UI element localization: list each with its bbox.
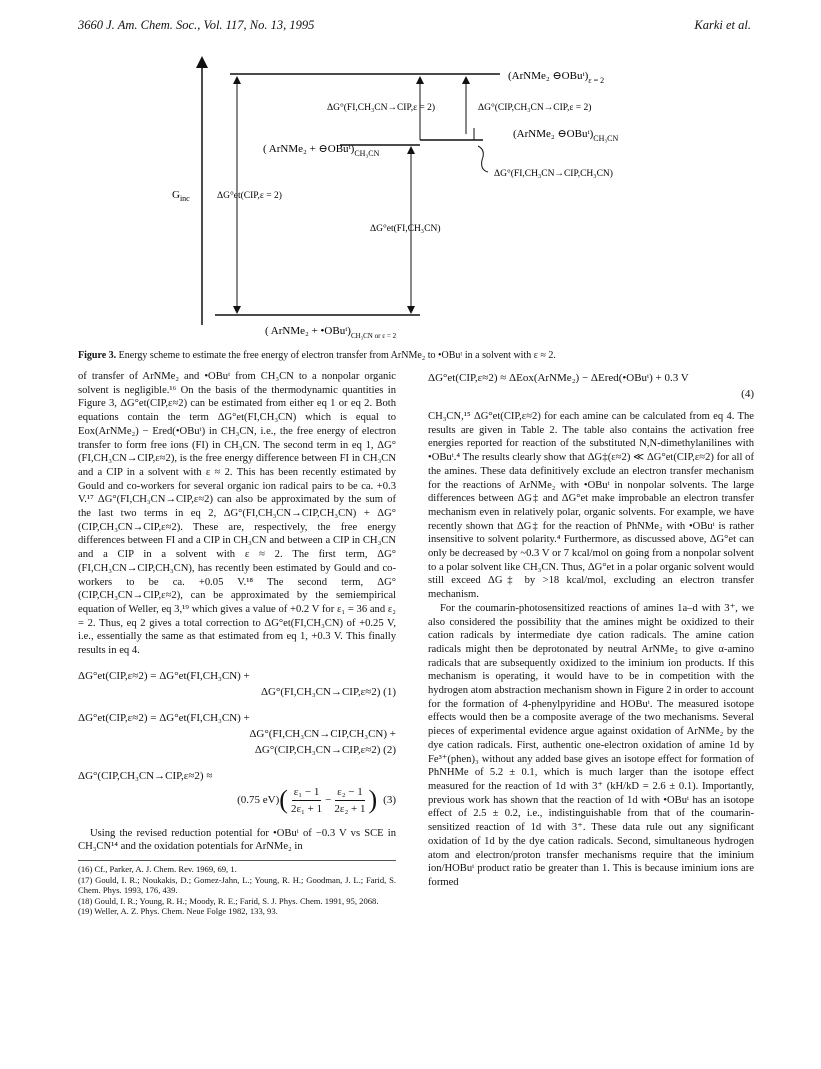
eq2-line-a: ΔG°et(CIP,ε≈2) = ΔG°et(FI,CH₃CN) + xyxy=(78,711,250,724)
left-paragraph-2: Using the revised reduction potential for •OBuᵗ of −0.3 V vs SCE in CH₃CN¹⁴ and the oxidation potentials for ArNMe₂ in xyxy=(78,827,396,853)
eq2-line-c: ΔG°(CIP,CH₃CN→CIP,ε≈2) (2) xyxy=(254,743,396,756)
eq3-number: (3) xyxy=(383,794,396,807)
eq3-coefficient: (0.75 eV) xyxy=(237,794,280,807)
caption-label: Figure 3. xyxy=(78,350,117,361)
arrow-cip-cip-head xyxy=(462,76,470,84)
right-paragraph-2: For the coumarin-photosensitized reactions of amines 1a–d with 3⁺, we also considered the possibility that the amines might be oxidized to their cation radicals by intermediate dye cation radicals. The amine cation radicals might then be deprotonated by neutral ArNMe₂ to give α-amino radicals that are subsequently oxidized to the iminium ion products. If this mechanism is operating, it would have to be in competition with the hydrogen atom abstraction mechanism shown in Figure 2 in order to account for the formation of 4-phenylpyridine and HOBuᵗ. The measured isotope effects would then be a composite average of the two mechanisms. Several pieces of experimental evidence argue against oxidation of ArNMe₂ by the dye cation radicals. First, authentic one-electron oxidation of amine 1d by Fe³⁺(phen)₃ without any added base gives an isotope effect for formation of PhNHMe of 5.2 ± 0.1, which is much larger than the isotope effect measured for the reaction of 1d with 3⁺ (kH/kD = 2.6 ± 0.1). Importantly, previous work has shown that the reaction of 1d with •OBuᵗ has an isotope effect of 2.5 ± 0.2, i.e., indistinguishable from that of the coumarin-sensitized reaction of 1d with 3⁺. These data rule out any significant oxidation of 1d by the dye cation radicals. Second, simultaneous hydrogen atom and electron/proton transfer mechanisms require that the iminium ion/HOBuᵗ product ratio be greater than 1. This is because iminium ions are formed xyxy=(428,602,754,888)
level-bottom-label: ( ArNMe₂ + $•OBuᵗ)_{CH_3CN or \varepsilon = 2}$ xyxy=(265,325,397,340)
reference-16: (16) Cf., Parker, A. J. Chem. Rev. 1969, 69, 1. xyxy=(78,864,237,875)
reference-17: (17) Gould, I. R.; Noukakis, D.; Gomez-Jahn, L.; Young, R. H.; Goodman, J. L.; Farid, S. Chem. Phys. 1993, 176, 439. xyxy=(78,874,396,896)
equation-1 xyxy=(78,668,396,700)
arrow-fi-cip-eps-head xyxy=(416,76,424,84)
eq4-body: ΔG°et(CIP,ε≈2) ≈ ΔEox(ArNMe₂) − ΔEred(•OBuᵗ) + 0.3 V xyxy=(428,372,689,384)
eq3-minus: − xyxy=(325,794,332,807)
figure-caption xyxy=(78,350,758,362)
left-paragraph-1: of transfer of ArNMe₂ and •OBuᵗ from CH₃CN to a nonpolar organic solvent is negligible.¹⁶ On the basis of the thermodynamic quantities in Figure 3, ΔG°et(CIP,ε≈2) can be estimated from either eq 1 or eq 2. Both equations contain the term ΔG°et(FI,CH₃CN) which is equal to Eox(ArNMe₂) − Ered(•OBuᵗ) in CH₃CN, i.e., the free energy of electron transfer to form free ions (FI) in CH₃CN. The second term in eq 1, ΔG°(FI,CH₃CN→CIP,ε≈2), is the free energy difference between FI in CH₃CN and a CIP in a solvent with ε ≈ 2. This has been recently estimated by Gould and co-workers for several organic ion radical pairs to be ca. +0.3 V.¹⁷ ΔG°(FI,CH₃CN→CIP,ε≈2) can also be approximated by the sum of the last two terms in eq 2, ΔG°(FI,CH₃CN→CIP,CH₃CN) + ΔG°(CIP,CH₃CN→CIP,ε≈2). These are, respectively, the free energy differences between FI and a CIP in CH₃CN and between a CIP in CH₃CN and a CIP in a solvent with ε ≈ 2. The first term, ΔG°(FI,CH₃CN→CIP,CH₃CN), has recently been estimated by Gould and co-workers to be ca. +0.05 V.¹⁸ The second term, ΔG°(CIP,CH₃CN→CIP,ε≈2), can be approximated by the semiempirical equation of Weller, eq 3,¹⁹ which gives a value of +0.2 V for ε₁ = 36 and ε₂ = 2. Thus, eq 2 gives a total correction to ΔG°et(FI,CH₃CN) of +0.25 V, i.e., essentially the same as that estimated from eq 1, +0.3 V. This finally results in eq 4. xyxy=(78,371,396,657)
left-column xyxy=(78,370,396,917)
eq4-number: (4) xyxy=(741,388,754,400)
arrow-fi-cip-ch3cn-label: ΔG°(FI,CH₃CN→CIP,CH₃CN) xyxy=(494,169,613,179)
right-paragraph-1: CH₃CN,¹⁵ ΔG°et(CIP,ε≈2) for each amine can be calculated from eq 4. The results are given in Table 2. The table also contains the activation free energies reported for reaction of the substituted N,N-dimethylanilines with •OBuᵗ.⁴ The results clearly show that ΔG‡(ε≈2) ≪ ΔG°et(CIP,ε≈2) for all of the amines. These data definitively exclude an electron transfer mechanism for the reactions of ArNMe₂ with •OBuᵗ in nonpolar solvents. The large differences between ΔG‡ and ΔG°et make improbable an electron transfer mechanism even in relatively polar, organic solvents. For example, we have recently shown that ΔG‡ for the reaction of PhNMe₂ with •OBuᵗ is rather insensitive to solvent polarity.⁴ Furthermore, as discussed above, ΔG°et can only be decreased by ~0.3 V or 7 kcal/mol on going from a nonpolar solvent to a polar solvent like CH₃CN. Thus, ΔG°et in a polar organic solvent would still exceed ΔG‡ by >18 kcal/mol, excluding an electron transfer mechanism. xyxy=(428,411,754,601)
energy-scheme-figure xyxy=(0,0,821,350)
running-header-right: Karki et al. xyxy=(694,18,751,32)
reference-18: (18) Gould, I. R.; Young, R. H.; Moody, R. E.; Farid, S. J. Phys. Chem. 1991, 95, 2068. xyxy=(78,895,379,906)
arrow-et-cip-label: ΔG°et(CIP,ε = 2) xyxy=(217,191,282,201)
arrow-fi-cip-eps-label: ΔG°(FI,CH₃CN→CIP,ε = 2) xyxy=(327,103,436,113)
equation-2 xyxy=(78,710,396,758)
bracket-fi-cip xyxy=(478,146,488,172)
level-fi-label: ( ArNMe₂ + $⊖OBuᵗ)_{CH_3CN}$ xyxy=(263,143,380,158)
eq1-line-a: ΔG°et(CIP,ε≈2) = ΔG°et(FI,CH₃CN) + xyxy=(78,669,250,682)
reference-19: (19) Weller, A. Z. Phys. Chem. Neue Folge 1982, 133, 93. xyxy=(78,906,278,917)
right-column xyxy=(428,370,754,890)
equation-4 xyxy=(428,370,754,402)
arrow-et-fi-label: ΔG°et(FI,CH₃CN) xyxy=(370,224,441,234)
eq1-line-b: ΔG°(FI,CH₃CN→CIP,ε≈2) (1) xyxy=(260,685,396,698)
g-axis-label: $G_{inc}$ xyxy=(172,189,190,203)
eq3-fraction-2: $\frac{\text{ε₂ − 1}}{\text{2ε₂ + 1}}$ xyxy=(334,785,366,815)
references xyxy=(78,860,396,917)
caption-text: Energy scheme to estimate the free energy of electron transfer from ArNMe₂ to •OBuᵗ in a solvent with ε ≈ 2. xyxy=(116,350,556,361)
equation-3: ΔG°(CIP,CH₃CN→CIP,ε≈2) ≈ (0.75 eV) ( ε₁ − 1 2ε₁ + 1 − $\frac{\text{ε₂ − 1}}{\text{2ε₂ + 1}}$ ) (3) xyxy=(78,769,396,815)
level-top-label: (ArNMe₂ $⊖OBuᵗ)_{\varepsilon = 2}$ xyxy=(508,70,605,85)
eq2-line-b: ΔG°(FI,CH₃CN→CIP,CH₃CN) + xyxy=(249,727,396,740)
running-header-left: 3660 J. Am. Chem. Soc., Vol. 117, No. 13, 1995 xyxy=(78,18,315,32)
eq3-fraction-1: ε₁ − 1 2ε₁ + 1 xyxy=(290,785,323,815)
arrow-cip-cip-label: ΔG°(CIP,CH₃CN→CIP,ε = 2) xyxy=(478,103,592,113)
level-cip-ch3cn-label: (ArNMe₂ $⊖OBuᵗ)_{CH_3CN}$ xyxy=(513,128,619,143)
eq3-line-a: ΔG°(CIP,CH₃CN→CIP,ε≈2) ≈ xyxy=(78,769,213,782)
